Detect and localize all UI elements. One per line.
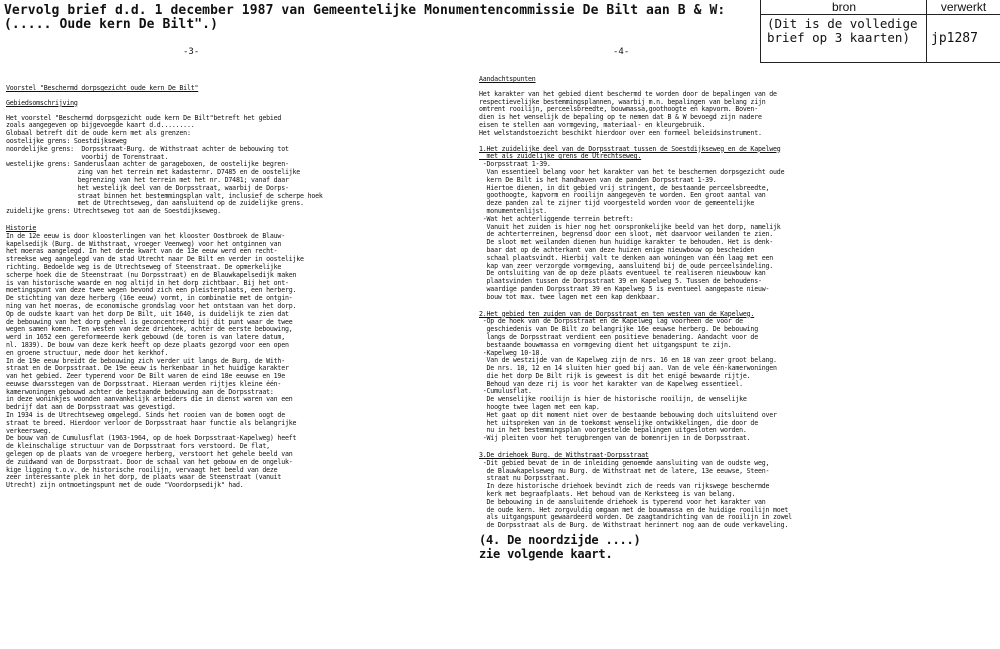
text-line: het uitspreken van in de toekomst wenselijke ontwikkelingen, die door de xyxy=(479,418,758,427)
page-number-left: -3- xyxy=(183,47,200,57)
text-line: zeer interessante plek in het dorp, de plaats waar de Steenstraat (vanuit xyxy=(6,473,282,482)
text-line: nu in het bestemmingsplan voorgestelde bepalingen uitgesloten worden. xyxy=(479,426,747,435)
text-line: kamerwoningen gebouwd achter de bestaande bebouwing aan de Dorpsstraat: xyxy=(6,387,274,396)
text-line: de bebouwing van het dorp geheel is geconcentreerd bij dit punt waar de twee xyxy=(6,317,293,326)
text-line: zuidelijke grens: Utrechtseweg tot aan de Soestdijkseweg. xyxy=(6,207,221,216)
text-line: Het karakter van het gebied dient beschermd te worden door de bepalingen van de xyxy=(479,89,777,98)
text-line: straat binnen het bestemmingsplan valt, inclusief de scherpe hoek xyxy=(6,191,323,200)
text-line: Het welstandstoezicht beschikt hierdoor over een formeel beleidsinstrument. xyxy=(479,128,762,137)
text-line: van het gebied. Zeer typerend voor De Bilt waren de eind 18e eeuwse en 19e xyxy=(6,372,285,381)
text-line: zoals aangegeven op bijgevoegde kaart d.d......... xyxy=(6,121,195,130)
text-line: eeuwse dwarsstegen van de Dorpsstraat. Hieraan werden rijtjes kleine één- xyxy=(6,379,282,388)
text-line: en groene structuur, mede door het kerkhof. xyxy=(6,348,169,357)
text-line: baar dat op de achterkant van deze huizen enige nieuwbouw op bescheiden xyxy=(479,245,755,254)
text-line: De nrs. 10, 12 en 14 sluiten hier goed bij aan. Van de vele één-kamerwoningen xyxy=(479,364,777,373)
text-line: westelijke grens: Sanderuslaan achter de garageboxen, de oostelijke begren- xyxy=(6,160,289,169)
text-line: begrenzing van het terrein met het nr. D7481; vanaf daar xyxy=(6,175,289,184)
text-line: wegen samen komen. Ten westen van deze driehoek, achter de eerste bebouwing, xyxy=(6,325,293,334)
verwerkt-header: verwerkt xyxy=(927,0,1000,15)
text-line: monumentenlijst. xyxy=(479,206,547,215)
verwerkt-value: jp1287 xyxy=(931,31,978,46)
text-line: bouw tot max. twee lagen met een kap denkbaar. xyxy=(479,292,660,301)
text-line: zing van het terrein met kadasternr. D7485 en de oostelijke xyxy=(6,168,301,177)
text-line: kerk met begraafplaats. Het behoud van de Kerksteeg is van belang. xyxy=(479,490,736,499)
text-line: Vanuit het zuiden is hier nog het oorspronkelijke beeld van het dorp, namelijk xyxy=(479,222,781,231)
text-line: -Kapelweg 10-18. xyxy=(479,348,544,357)
section-heading: Aandachtspunten xyxy=(479,75,536,83)
text-line: De stichting van deze herberg (16e eeuw) vormt, in combinatie met de ontgin- xyxy=(6,294,293,303)
text-line: kapelsedijk (Burg. de Withstraat, vroeger Veenweg) voor het ontginnen van xyxy=(6,239,282,248)
page-number-right: -4- xyxy=(613,47,630,57)
text-line: ning van het moeras, de economische grondslag voor het ontstaan van het dorp. xyxy=(6,301,297,310)
text-line: richting. Bedoelde weg is de Utrechtseweg of Steenstraat. De opmerkelijke xyxy=(6,262,282,271)
text-line: de kleinschalige structuur van de Dorpsstraat fors verstoord. De flat, xyxy=(6,442,270,451)
text-line: langs de Dorpsstraat verdient een positieve benadering. Aandacht voor de xyxy=(479,332,758,341)
text-line: de Blauwkapelseweg nu Burg. de Withstraat met de latere, 13e eeuwse, Steen- xyxy=(479,466,770,475)
text-line: die het dorp De Bilt rijk is geweest is dit het enigē bewaarde rijtje. xyxy=(479,371,751,380)
text-line: de zuidwand van de Dorpsstraat. Door de schaal van het gebouw en de ongeluk- xyxy=(6,457,293,466)
text-line: kige ligging t.o.v. de historische rooilijn, vervaagt het beeld van deze xyxy=(6,465,278,474)
text-line: respectievelijke bestemmingsplannen, waarbij m.n. bepalingen van belang zijn xyxy=(479,97,766,106)
text-line: Utrecht) zijn ontmoetingspunt met de oude "Voordorpsedijk" had. xyxy=(6,481,244,490)
letter-header-line-2: (..... Oude kern De Bilt".) xyxy=(4,17,219,32)
text-line: is van historische waarde en nog altijd in het dorp zichtbaar. Bij het ont- xyxy=(6,278,289,287)
text-line: kap van zeer verzorgde vormgeving, aansluitend bij de oude perceelsindeling. xyxy=(479,261,774,270)
text-line: -Cumulusflat. xyxy=(479,387,532,396)
section-heading: 1.Het zuidelijke deel van de Dorpsstraat tussen de Soestdijkseweg en de Kapelweg xyxy=(479,144,781,153)
text-line: -Wij pleiten voor het terugbrengen van de bomenrijen in de Dorpsstraat. xyxy=(479,434,751,443)
text-line: gelegen op de plaats van de vroegere herberg, verstoort het gehele beeld van xyxy=(6,450,293,459)
text-line: De wenselijke rooilijn is hier de historische rooilijn, de wenselijke xyxy=(479,395,747,404)
text-line: In de 12e eeuw is door kloosterlingen van het klooster Oostbroek de Blauw- xyxy=(6,231,285,240)
text-line: In de 19e eeuw breidt de bebouwing zich verder uit langs de Burg. de With- xyxy=(6,356,285,365)
section-heading: Gebiedsomschrijving xyxy=(6,98,78,107)
text-line: kern De Bilt is het handhaven van de panden Dorpsstraat 1-39. xyxy=(479,175,717,184)
text-line: -Op de hoek van de Dorpsstraat en de Kapelweg lag voorheen de voor de xyxy=(479,317,743,326)
text-line: -Dit gebied bevat de in de inleiding genoemde aansluiting van de oudste weg, xyxy=(479,458,770,467)
text-line: Globaal betreft dit de oude kern met als grenzen: xyxy=(6,129,191,138)
text-line: bedrijf dat aan de Dorpsstraat was gevestigd. xyxy=(6,403,176,412)
text-line: Op de oudste kaart van het dorp De Bilt, uit 1640, is duidelijk te zien dat xyxy=(6,309,289,318)
text-line: Van essentieel belang voor het karakter van het te beschermen dorpsgezicht oude xyxy=(479,167,785,176)
text-line: plaatsvinden tussen de Dorpsstraat 39 en Kapelweg 5. Tussen de behoudens- xyxy=(479,277,762,286)
closing-note-line: (4. De noordzijde ....) xyxy=(479,533,641,548)
text-line: hoogte twee lagen met een kap. xyxy=(479,403,600,412)
text-line: nl. 1839). De bouw van deze kerk heeft op deze plaats gezorgd voor een open xyxy=(6,340,289,349)
text-line: voorbij de Torenstraat. xyxy=(6,152,169,161)
text-line: Het voorstel "Beschermd dorpsgezicht oude kern De Bilt"betreft het gebied xyxy=(6,113,282,122)
text-line: Hiertoe dienen, in dit gebied vrij stringent, de bestaande perceelsbreedte, xyxy=(479,183,770,192)
section-heading: 3.De driehoek Burg. de Withstraat-Dorpsstraat xyxy=(479,451,649,460)
text-line: straat nu Dorpsstraat. xyxy=(479,474,570,483)
text-line: de achterterreinen, begrensd door een sloot, met daarvoor weilanden te zien. xyxy=(479,230,774,239)
verwerkt-cell xyxy=(926,0,1000,63)
text-line: oostelijke grens: Soestdijkseweg xyxy=(6,136,127,145)
text-line: De bebouwing in de aansluitende driehoek is typerend voor het karakter van xyxy=(479,497,766,506)
letter-header-line-1: Vervolg brief d.d. 1 december 1987 van Gemeentelijke Monumentencommissie De Bilt aan B & W: xyxy=(4,3,726,18)
text-line: De bouw van de Cumulusflat (1963-1964, op de hoek Dorpsstraat-Kapelweg) heeft xyxy=(6,434,297,443)
text-line: verkeersweg. xyxy=(6,426,52,435)
text-line: het westelijk deel van de Dorpsstraat, waarbij de Dorps- xyxy=(6,183,289,192)
closing-note-line: zie volgende kaart. xyxy=(479,547,613,562)
text-line: De sloot met weilanden dienen hun huidige karakter te behouden. Het is denk- xyxy=(479,238,774,247)
bron-value-line-1: (Dit is de volledige xyxy=(767,16,918,31)
text-line: als uitgangspunt gewaardeerd worden. De zaagtandrichting van de rooilijn in zowel xyxy=(479,513,792,522)
text-line: omtrent rooilijn, perceelsbreedte, bouwmassa,goothoogte en kapvorm. Boven- xyxy=(479,105,758,114)
bron-header: bron xyxy=(761,0,927,15)
text-line: het moeras aangelegd. In het derde kwart van de 13e eeuw werd een recht- xyxy=(6,247,278,256)
text-line: deze panden zal te zijner tijd voorgesteld worden voor de gemeentelijke xyxy=(479,199,755,208)
text-line: Het gaat op dit moment niet over de bestaande bebouwing doch uitsluitend over xyxy=(479,410,777,419)
text-line: Behoud van deze rij is voor het karakter van de Kapelweg essentieel. xyxy=(479,379,743,388)
text-line: waardige panden Dorpsstraat 39 en Kapelweg 5 is eventueel aangepaste nieuw- xyxy=(479,284,770,293)
closing-note xyxy=(479,533,792,561)
text-line: met de Utrechtseweg, dan aansluitend op de zuidelijke grens. xyxy=(6,199,304,208)
left-column-text xyxy=(6,85,323,490)
text-line: In 1934 is de Utrechtseweg omgelegd. Sinds het rooien van de bomen oogt de xyxy=(6,411,285,420)
text-line: werd in 1652 een gereformeerde kerk gebouwd (de toren is van latere datum, xyxy=(6,333,285,342)
text-line: de oude kern. Het zorgvuldig omgaan met de bouwmassa en de huidige rooilijn moet xyxy=(479,505,789,514)
text-line: de Dorpsstraat als de Burg. de Withstraat herinnert nog aan de oude verkaveling. xyxy=(479,521,789,530)
text-line: eisen te stellen aan vormgeving, materiaal- en kleurgebruik. xyxy=(479,120,706,129)
section-heading: Voorstel "Beschermd dorpsgezicht oude kern De Bilt" xyxy=(6,84,199,92)
text-line: bestaande bouwmassa en vormgeving dient het uitgangspunt te zijn. xyxy=(479,340,732,349)
section-heading: met als zuidelijke grens de Utrechtseweg. xyxy=(479,152,642,161)
text-line: scherpe hoek die de Steenstraat (nu Dorpsstraat) en de Blauwkapelsedijk maken xyxy=(6,270,297,279)
text-line: in deze woninkjes woonden aanvankelijk arbeiders die in dienst waren van een xyxy=(6,395,293,404)
text-line: Van de westzijde van de Kapelweg zijn de nrs. 16 en 18 van zeer groot belang. xyxy=(479,356,777,365)
text-line: geschiedenis van De Bilt zo belangrijke 16e eeuwse herberg. De bebouwing xyxy=(479,325,758,334)
text-line: moetingspunt van deze twee wegen bevond zich een pleisterplaats, een herberg. xyxy=(6,286,297,295)
text-line: -Wat het achterliggende terrein betreft: xyxy=(479,214,634,223)
text-line: straat te breed. Hierdoor verloor de Dorpsstraat haar functie als belangrijke xyxy=(6,418,297,427)
text-line: -Dorpsstraat 1-39. xyxy=(479,160,551,169)
bron-cell xyxy=(760,0,927,63)
section-heading: Historie xyxy=(6,223,37,232)
section-heading: 2.Het gebied ten zuiden van de Dorpsstraat en ten westen van de Kapelweg. xyxy=(479,309,755,318)
text-line: goothoogte, kapvorm en rooilijn aangegeven te worden. Een groot aantal van xyxy=(479,191,766,200)
text-line: schaal plaatsvindt. Hierbij valt te denken aan woningen van één laag met een xyxy=(479,253,774,262)
text-line: In deze historische driehoek bevindt zich de reeds van rijkswege beschermde xyxy=(479,482,770,491)
text-line: streekse weg aangelegd van de stad Utrecht naar De Bilt en verder in oostelijke xyxy=(6,255,304,264)
bron-value-line-2: brief op 3 kaarten) xyxy=(767,30,910,45)
right-column-text xyxy=(479,76,792,561)
bron-value xyxy=(767,17,918,45)
text-line: De ontsluiting van de op deze plaats eventueel te realiseren nieuwbouw kan xyxy=(479,269,766,278)
text-line: noordelijke grens: Dorpsstraat-Burg. de Withstraat achter de bebouwing tot xyxy=(6,144,289,153)
text-line: straat en de Dorpsstraat. De 19e eeuw is herkenbaar in het huidige karakter xyxy=(6,364,289,373)
text-line: dien is het wenselijk de bepaling op te nemen dat B & W bevoegd zijn nadere xyxy=(479,113,762,122)
